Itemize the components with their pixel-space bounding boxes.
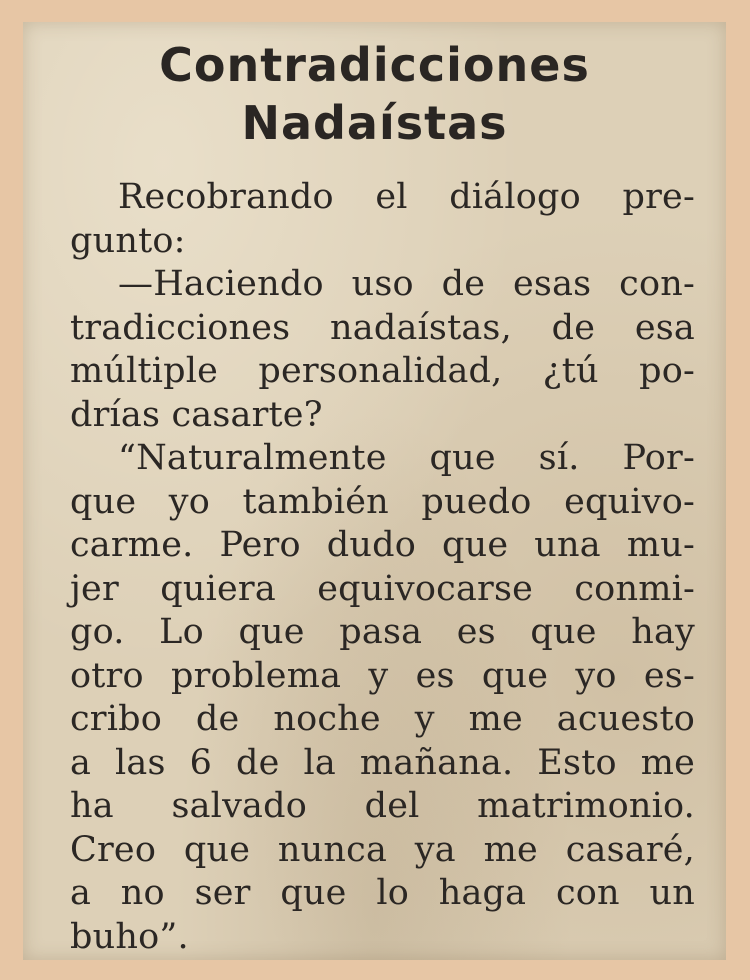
article-title-line-2: Nadaístas [241,96,508,150]
body-line: “Naturalmente que sí. Por- [118,438,695,478]
article-title-line-1: Contradicciones [159,38,590,92]
body-line: buho”. [70,916,189,957]
body-line: Creo que nunca ya me casaré, [70,829,695,870]
body-line: a las 6 de la mañana. Esto me [70,742,695,783]
article-title [23,22,726,152]
body-line: jer quiera equivocarse conmi- [70,568,695,609]
body-line: ha salvado del matrimonio. [70,786,695,826]
body-line: carme. Pero dudo que una mu- [70,525,695,565]
body-line: drías casarte? [70,394,323,435]
body-line: cribo de noche y me acuesto [70,699,695,739]
newspaper-clipping [23,22,726,960]
body-line: gunto: [70,220,186,261]
body-line: a no ser que lo haga con un [70,873,695,913]
article-body [70,176,695,959]
body-line: otro problema y es que yo es- [70,655,695,696]
body-line: Recobrando el diálogo pre- [118,177,695,217]
body-line: —Haciendo uso de esas con- [118,264,695,304]
body-line: múltiple personalidad, ¿tú po- [70,351,695,391]
body-line: que yo también puedo equivo- [70,481,695,522]
body-line: go. Lo que pasa es que hay [70,612,695,652]
body-line: tradicciones nadaístas, de esa [70,307,695,348]
